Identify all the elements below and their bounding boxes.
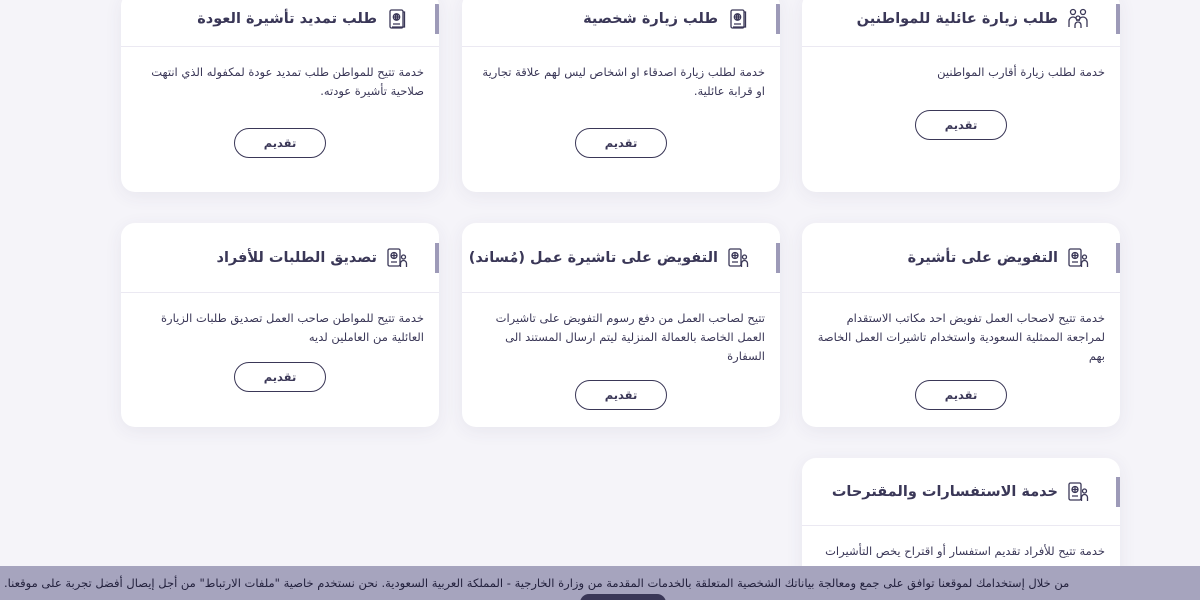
apply-button[interactable]: تقديم bbox=[915, 110, 1007, 140]
apply-button[interactable]: تقديم bbox=[234, 362, 326, 392]
passport-person-icon bbox=[1066, 246, 1090, 270]
passport-icon bbox=[726, 7, 750, 31]
cookie-consent-banner bbox=[0, 566, 1200, 600]
header-accent-bar bbox=[1116, 243, 1120, 273]
header-accent-bar bbox=[1116, 4, 1120, 34]
passport-person-icon bbox=[1066, 480, 1090, 504]
card-header bbox=[121, 0, 439, 47]
apply-button[interactable]: تقديم bbox=[915, 380, 1007, 410]
service-card-request-certification bbox=[121, 223, 439, 427]
card-header bbox=[802, 223, 1120, 293]
card-description: تتيح لصاحب العمل من دفع رسوم التفويض على تاشيرات العمل الخاصة بالعمالة المنزلية ليتم ارسال المستند الى السفارة bbox=[495, 311, 765, 363]
card-header bbox=[462, 223, 780, 293]
card-description: خدمة تتيح لاصحاب العمل تفويض احد مكاتب الاستقدام لمراجعة الممثلية السعودية واستخدام تاشيرات العمل الخاصة بهم bbox=[817, 311, 1105, 363]
card-title: خدمة الاستفسارات والمقترحات bbox=[831, 483, 1058, 500]
service-card-family-visit bbox=[802, 0, 1120, 192]
service-card-return-visa-extension bbox=[121, 0, 439, 192]
card-header bbox=[121, 223, 439, 293]
header-accent-bar bbox=[776, 243, 780, 273]
apply-button[interactable]: تقديم bbox=[575, 380, 667, 410]
header-accent-bar bbox=[435, 4, 439, 34]
card-title: طلب تمديد تأشيرة العودة bbox=[197, 11, 377, 27]
apply-button[interactable]: تقديم bbox=[234, 128, 326, 158]
card-title: طلب زيارة شخصية bbox=[583, 11, 718, 27]
passport-person-icon bbox=[726, 246, 750, 270]
card-header bbox=[802, 0, 1120, 47]
card-title: تصديق الطلبات للأفراد bbox=[216, 249, 377, 266]
card-description: خدمة تتيح للأفراد تقديم استفسار أو اقتراح يخص التأشيرات bbox=[825, 544, 1105, 558]
family-icon bbox=[1066, 7, 1090, 31]
service-card-visa-authorization bbox=[802, 223, 1120, 427]
cookie-consent-text: من خلال إستخدامك لموقعنا توافق على جمع ومعالجة بياناتك الشخصية المتعلقة بالخدمات المقدمة من وزارة الخارجية - المملكة العربية السعودية. نحن نستخدم خاصية "ملفات الارتباط" من أجل إيصال أفضل تجربة على موقعنا. bbox=[4, 576, 1070, 590]
apply-button[interactable]: تقديم bbox=[575, 128, 667, 158]
service-card-work-visa-authorization bbox=[462, 223, 780, 427]
card-header bbox=[462, 0, 780, 47]
header-accent-bar bbox=[776, 4, 780, 34]
header-accent-bar bbox=[435, 243, 439, 273]
passport-icon bbox=[385, 7, 409, 31]
card-description: خدمة تتيح للمواطن طلب تمديد عودة لمكفوله الذي انتهت صلاحية تأشيرة عودته. bbox=[151, 65, 424, 98]
passport-person-icon bbox=[385, 246, 409, 270]
card-description: خدمة لطلب زيارة اصدقاء او اشخاص ليس لهم علاقة تجارية او قرابة عائلية. bbox=[482, 65, 765, 98]
header-accent-bar bbox=[1116, 477, 1120, 507]
card-title: طلب زيارة عائلية للمواطنين bbox=[856, 11, 1058, 27]
card-title: التفويض على تأشيرة bbox=[907, 249, 1058, 266]
card-description: خدمة تتيح للمواطن صاحب العمل تصديق طلبات الزيارة العائلية من العاملين لديه bbox=[161, 311, 424, 344]
card-header bbox=[802, 458, 1120, 526]
cookie-accept-button[interactable] bbox=[580, 594, 666, 600]
card-description: خدمة لطلب زيارة أقارب المواطنين bbox=[937, 65, 1105, 79]
card-title: التفويض على تاشيرة عمل (مُساند) bbox=[468, 249, 718, 266]
service-card-personal-visit bbox=[462, 0, 780, 192]
